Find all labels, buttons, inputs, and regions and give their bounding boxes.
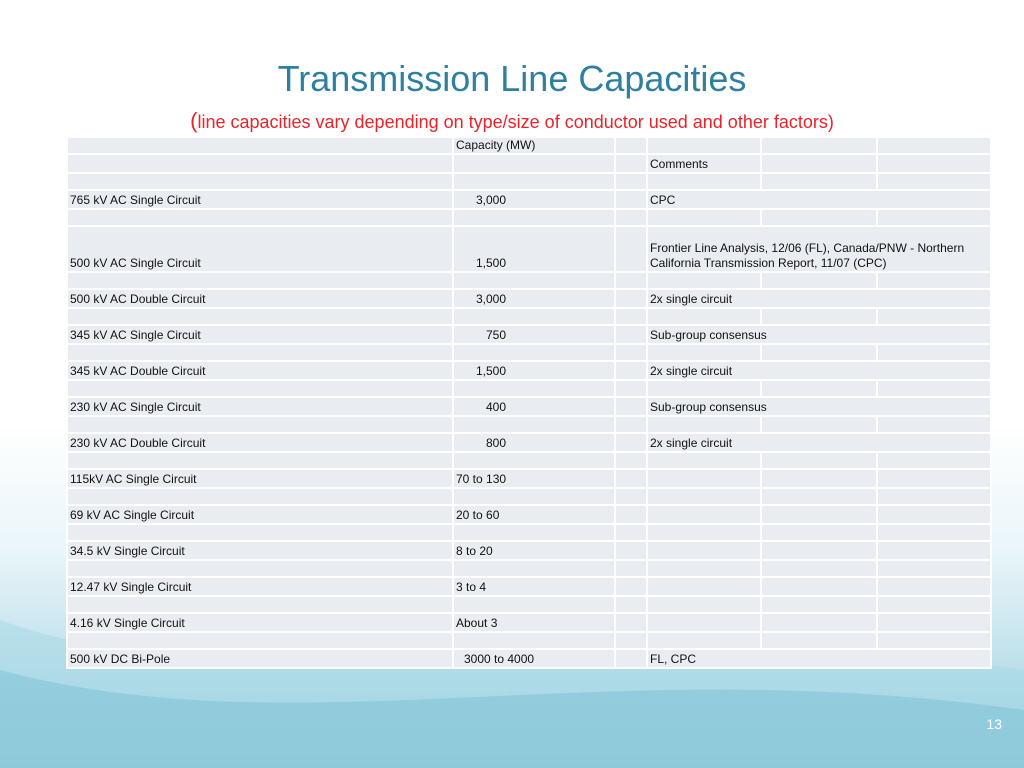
table-cell (453, 209, 615, 226)
capacity-cell: 3,000 (453, 190, 615, 209)
table-row (67, 577, 991, 596)
table-cell (67, 380, 453, 397)
table-cell (877, 209, 991, 226)
table-cell (877, 524, 991, 541)
spacer-row (67, 596, 991, 613)
table-cell (67, 308, 453, 325)
spacer-row (67, 380, 991, 397)
table-cell (67, 524, 453, 541)
table-cell (761, 469, 877, 488)
subtitle-text: line capacities vary depending on type/size of conductor used and other factors) (197, 112, 834, 132)
table-cell (761, 541, 877, 560)
line-type-cell: 500 kV DC Bi-Pole (67, 649, 453, 668)
table-cell (615, 452, 647, 469)
table-cell (877, 577, 991, 596)
spacer-row (67, 524, 991, 541)
spacer-row (67, 173, 991, 190)
table-cell (877, 560, 991, 577)
table-row (67, 361, 991, 380)
spacer-row (67, 209, 991, 226)
table-cell (647, 488, 761, 505)
table-cell (615, 505, 647, 524)
table-row (67, 505, 991, 524)
table-row (67, 433, 991, 452)
spacer-row (67, 452, 991, 469)
table-cell (877, 344, 991, 361)
table-row (67, 397, 991, 416)
table-cell (453, 173, 615, 190)
header-capacity: Capacity (MW) (453, 137, 615, 154)
table-cell (761, 560, 877, 577)
table-row (67, 649, 991, 668)
table-cell (615, 433, 647, 452)
table-cell (615, 613, 647, 632)
table-cell (647, 209, 761, 226)
table-cell (67, 137, 453, 154)
table-cell (615, 596, 647, 613)
line-type-cell: 34.5 kV Single Circuit (67, 541, 453, 560)
table-cell (615, 397, 647, 416)
table-cell (761, 272, 877, 289)
table-cell (761, 173, 877, 190)
capacity-cell: 8 to 20 (453, 541, 615, 560)
comments-cell (647, 613, 761, 632)
table-cell (615, 173, 647, 190)
table-cell (761, 209, 877, 226)
table-cell (453, 380, 615, 397)
table-cell (615, 560, 647, 577)
table-cell (761, 452, 877, 469)
comments-cell: Sub-group consensus (647, 397, 991, 416)
table-row (67, 469, 991, 488)
table-cell (761, 577, 877, 596)
table-cell (647, 560, 761, 577)
table-cell (761, 380, 877, 397)
table-cell (67, 154, 453, 173)
table-cell (453, 596, 615, 613)
table-cell (615, 209, 647, 226)
line-type-cell: 12.47 kV Single Circuit (67, 577, 453, 596)
line-type-cell: 69 kV AC Single Circuit (67, 505, 453, 524)
table-cell (453, 632, 615, 649)
table-cell (761, 505, 877, 524)
table-cell (761, 613, 877, 632)
table-cell (647, 380, 761, 397)
line-type-cell: 500 kV AC Single Circuit (67, 226, 453, 272)
header-row-capacity (67, 137, 991, 154)
table-cell (877, 596, 991, 613)
table-cell (615, 272, 647, 289)
table-cell (67, 209, 453, 226)
table-cell (615, 361, 647, 380)
table-row (67, 226, 991, 272)
table-cell (647, 272, 761, 289)
table-cell (877, 613, 991, 632)
comments-cell: 2x single circuit (647, 361, 991, 380)
capacity-table (66, 136, 992, 669)
table-cell (67, 173, 453, 190)
spacer-row (67, 272, 991, 289)
table-cell (615, 649, 647, 668)
comments-cell: CPC (647, 190, 991, 209)
table-cell (647, 596, 761, 613)
table-cell (67, 596, 453, 613)
table-cell (615, 325, 647, 344)
line-type-cell: 500 kV AC Double Circuit (67, 289, 453, 308)
table-cell (761, 632, 877, 649)
table-cell (615, 308, 647, 325)
page-number: 13 (986, 716, 1002, 732)
table-cell (615, 344, 647, 361)
capacity-cell: 1,500 (453, 361, 615, 380)
capacity-cell: 800 (453, 433, 615, 452)
table-cell (761, 308, 877, 325)
table-cell (877, 488, 991, 505)
table-cell (877, 469, 991, 488)
table-cell (877, 154, 991, 173)
capacity-cell: 3,000 (453, 289, 615, 308)
capacity-cell: 70 to 130 (453, 469, 615, 488)
table-cell (647, 452, 761, 469)
table-cell (453, 488, 615, 505)
table-cell (453, 560, 615, 577)
capacity-table-container (66, 136, 990, 669)
table-cell (453, 416, 615, 433)
table-cell (453, 524, 615, 541)
table-cell (67, 272, 453, 289)
line-type-cell: 765 kV AC Single Circuit (67, 190, 453, 209)
table-cell (615, 226, 647, 272)
header-comments: Comments (647, 154, 761, 173)
table-cell (67, 452, 453, 469)
table-cell (877, 380, 991, 397)
table-cell (67, 488, 453, 505)
table-cell (877, 137, 991, 154)
table-cell (877, 505, 991, 524)
table-cell (647, 137, 761, 154)
table-cell (761, 596, 877, 613)
table-cell (761, 488, 877, 505)
capacity-cell: 3000 to 4000 (453, 649, 615, 668)
table-cell (615, 524, 647, 541)
slide-title: Transmission Line Capacities (277, 58, 747, 99)
table-cell (615, 577, 647, 596)
capacity-cell: About 3 (453, 613, 615, 632)
table-cell (615, 137, 647, 154)
capacity-cell: 3 to 4 (453, 577, 615, 596)
comments-cell (647, 505, 761, 524)
table-cell (67, 416, 453, 433)
capacity-cell: 1,500 (453, 226, 615, 272)
table-row (67, 289, 991, 308)
table-cell (453, 452, 615, 469)
table-cell (877, 632, 991, 649)
table-cell (67, 632, 453, 649)
comments-cell (647, 577, 761, 596)
table-cell (761, 524, 877, 541)
line-type-cell: 345 kV AC Single Circuit (67, 325, 453, 344)
comments-cell: FL, CPC (647, 649, 991, 668)
comments-cell: 2x single circuit (647, 433, 991, 452)
table-row (67, 613, 991, 632)
spacer-row (67, 560, 991, 577)
table-cell (647, 173, 761, 190)
spacer-row (67, 488, 991, 505)
table-cell (877, 541, 991, 560)
table-cell (647, 416, 761, 433)
table-cell (877, 173, 991, 190)
line-type-cell: 345 kV AC Double Circuit (67, 361, 453, 380)
capacity-cell: 750 (453, 325, 615, 344)
table-cell (453, 308, 615, 325)
subtitle-paren: ( (190, 108, 198, 133)
comments-cell (647, 469, 761, 488)
comments-cell: 2x single circuit (647, 289, 991, 308)
slide-subtitle (0, 108, 1024, 134)
table-cell (615, 289, 647, 308)
spacer-row (67, 344, 991, 361)
table-cell (647, 308, 761, 325)
comments-cell (647, 541, 761, 560)
line-type-cell: 115kV AC Single Circuit (67, 469, 453, 488)
capacity-cell: 20 to 60 (453, 505, 615, 524)
table-cell (615, 488, 647, 505)
table-cell (615, 380, 647, 397)
table-row (67, 190, 991, 209)
table-cell (761, 344, 877, 361)
table-cell (877, 308, 991, 325)
table-row (67, 325, 991, 344)
table-cell (615, 416, 647, 433)
table-cell (67, 560, 453, 577)
spacer-row (67, 308, 991, 325)
capacity-cell: 400 (453, 397, 615, 416)
comments-cell: Frontier Line Analysis, 12/06 (FL), Canada/PNW - Northern California Transmission Report, 11/07 (CPC) (647, 226, 991, 272)
line-type-cell: 230 kV AC Double Circuit (67, 433, 453, 452)
table-cell (761, 137, 877, 154)
table-cell (615, 154, 647, 173)
table-cell (647, 344, 761, 361)
comments-cell: Sub-group consensus (647, 325, 991, 344)
table-cell (453, 154, 615, 173)
table-cell (615, 632, 647, 649)
table-cell (877, 416, 991, 433)
spacer-row (67, 632, 991, 649)
table-cell (761, 416, 877, 433)
table-cell (615, 469, 647, 488)
table-cell (647, 524, 761, 541)
table-cell (67, 344, 453, 361)
table-cell (877, 452, 991, 469)
table-cell (761, 154, 877, 173)
spacer-row (67, 416, 991, 433)
table-cell (877, 272, 991, 289)
header-row-comments (67, 154, 991, 173)
table-cell (647, 632, 761, 649)
table-cell (615, 541, 647, 560)
table-cell (615, 190, 647, 209)
table-row (67, 541, 991, 560)
line-type-cell: 230 kV AC Single Circuit (67, 397, 453, 416)
table-cell (453, 344, 615, 361)
table-cell (453, 272, 615, 289)
line-type-cell: 4.16 kV Single Circuit (67, 613, 453, 632)
